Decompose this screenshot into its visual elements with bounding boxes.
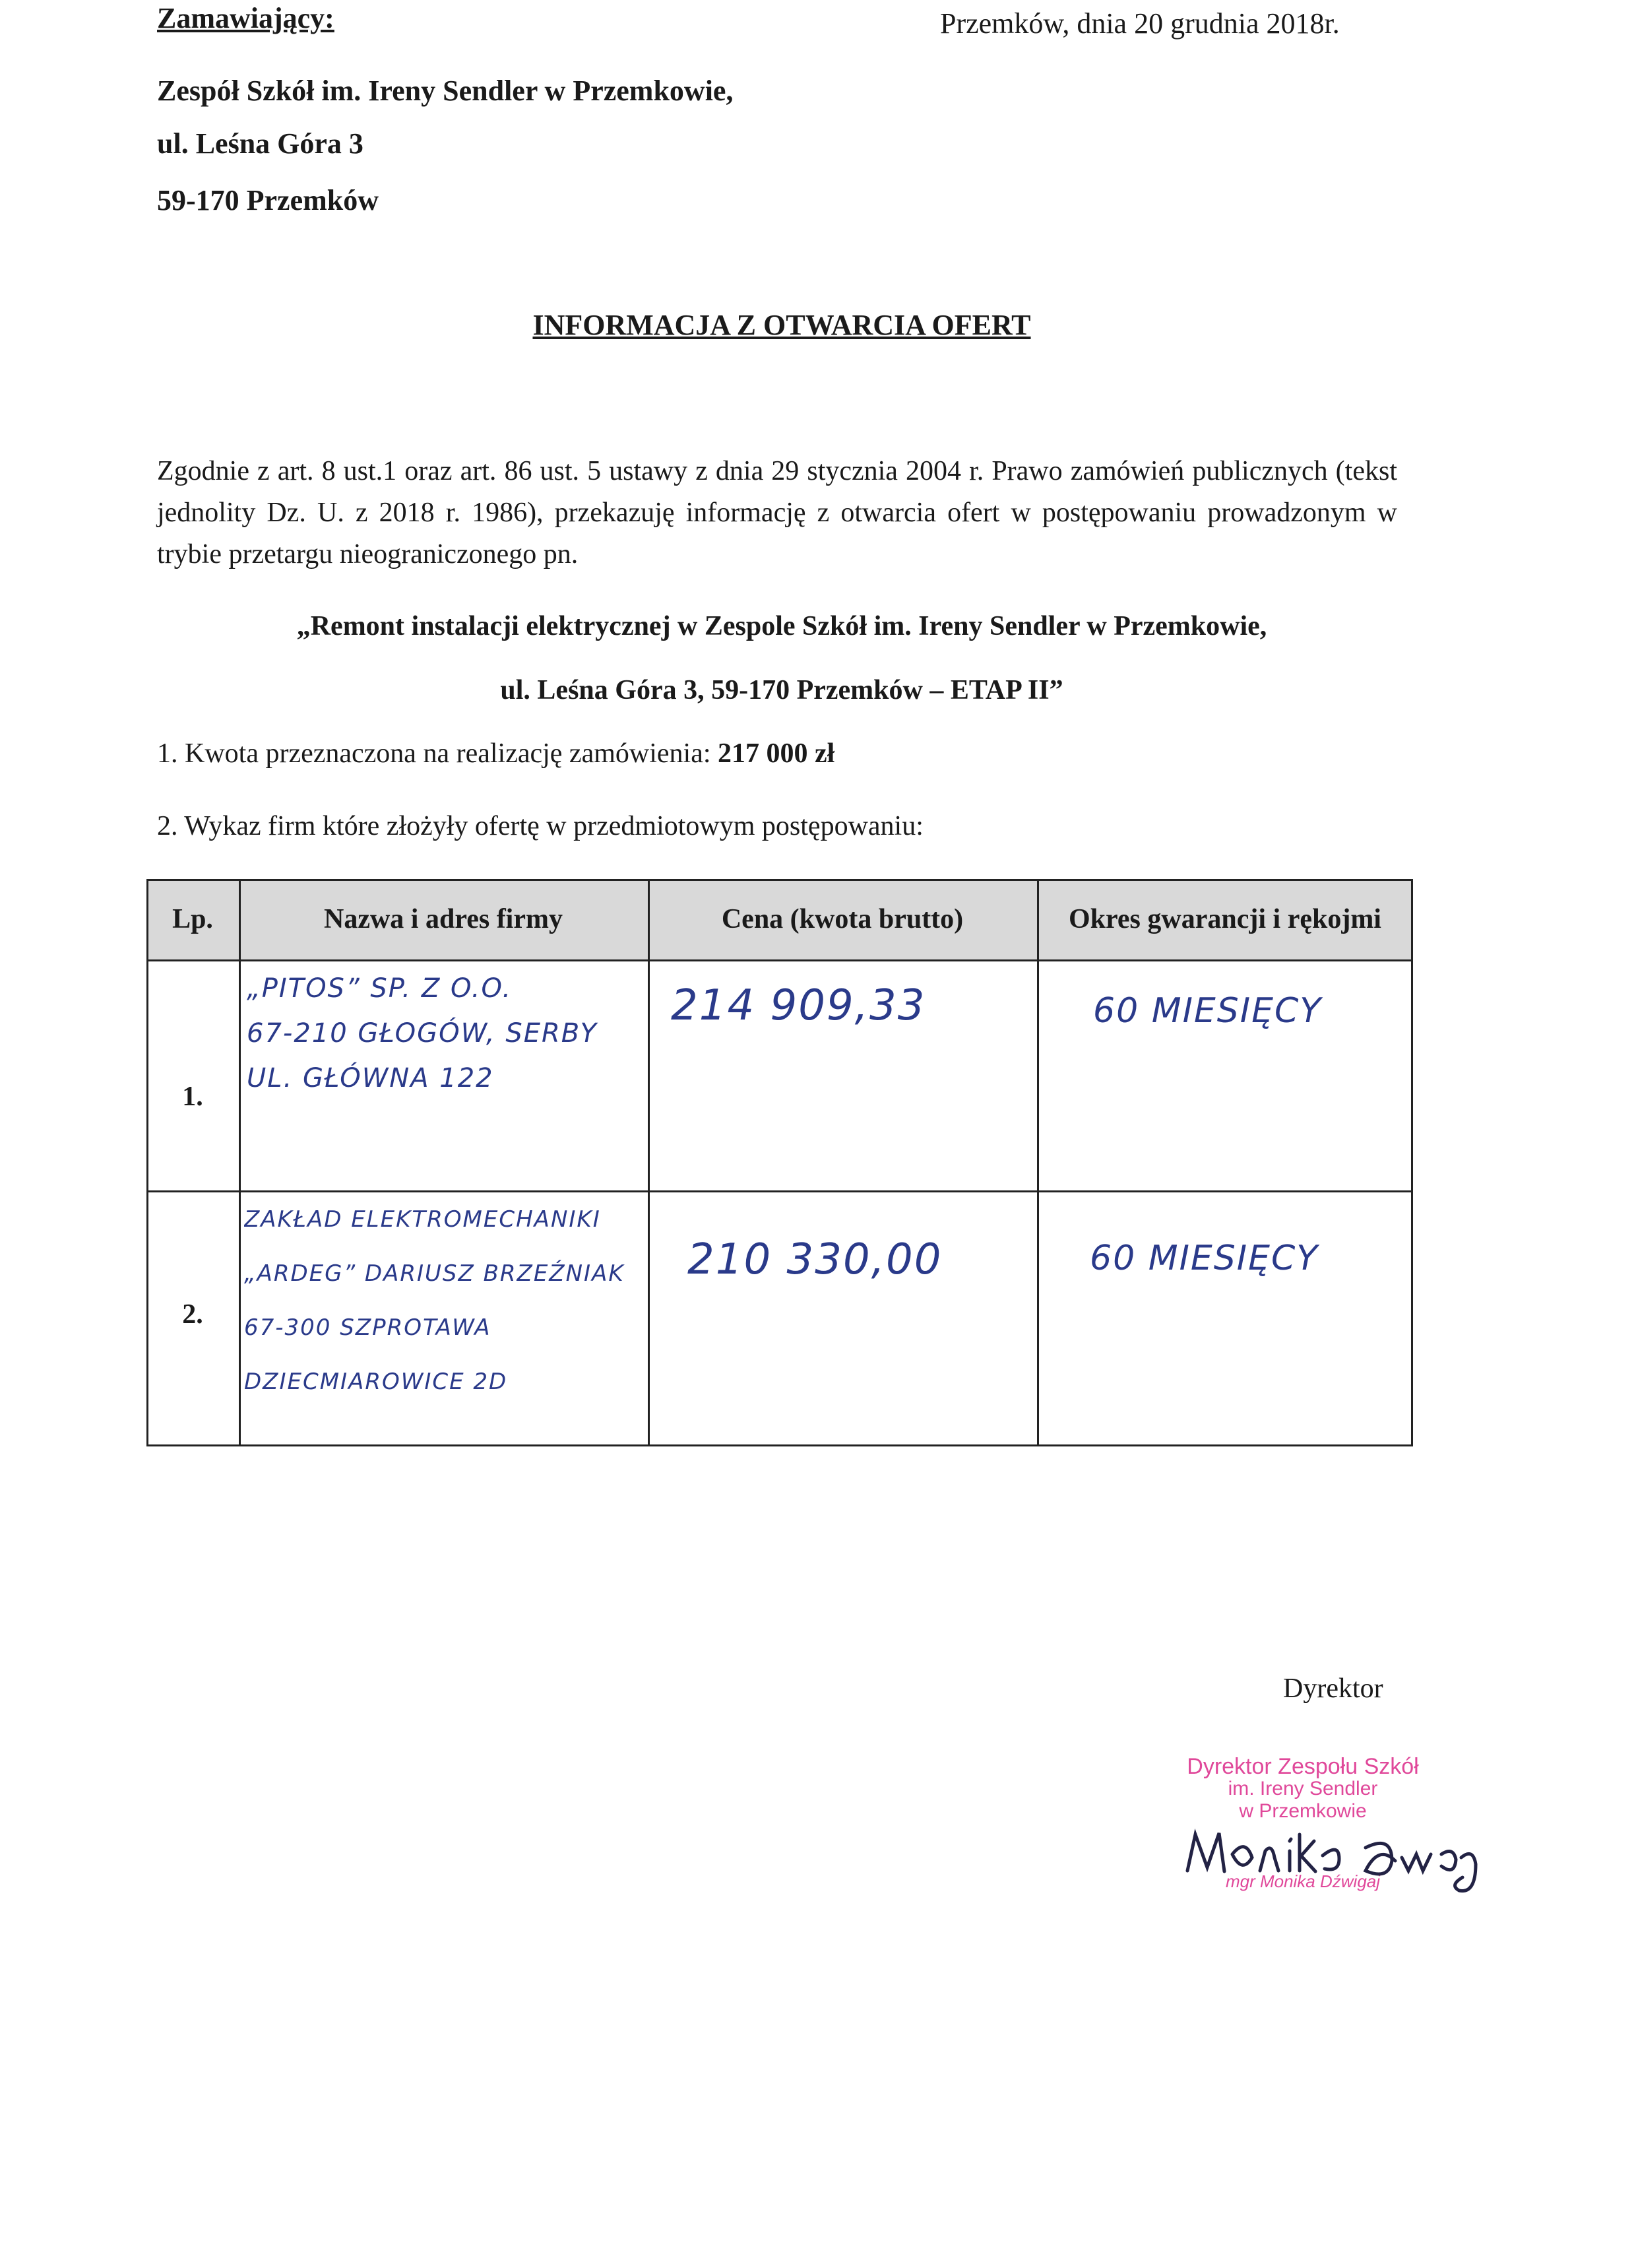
document-title: INFORMACJA Z OTWARCIA OFERT: [532, 309, 1031, 341]
buyer-city: 59-170 Przemków: [157, 184, 379, 216]
row-2-price: 210 330,00: [687, 1235, 943, 1284]
row-1-firm: [247, 966, 643, 1101]
buyer-street: ul. Leśna Góra 3: [157, 127, 363, 160]
stamp-line-4: mgr Monika Dźwigaj: [1225, 1871, 1381, 1891]
row-1-price: 214 909,33: [671, 981, 926, 1030]
budget-amount: 217 000 zł: [718, 738, 835, 769]
table-header-price: Cena (kwota brutto): [721, 904, 964, 934]
stamp-line-3: w Przemkowie: [1239, 1800, 1367, 1822]
table-border: [1037, 879, 1039, 1446]
table-header-warranty: Okres gwarancji i rękojmi: [1069, 904, 1381, 934]
row-2-lp: 2.: [182, 1299, 203, 1330]
point-budget: [157, 738, 834, 769]
point-1-number: 1.: [157, 738, 178, 769]
table-border: [146, 959, 1413, 961]
point-1-text: Kwota przeznaczona na realizację zamówienia:: [185, 738, 718, 769]
table-header-firm: Nazwa i adres firmy: [324, 904, 563, 934]
table-border: [239, 879, 241, 1446]
director-title: Dyrektor: [1283, 1673, 1383, 1704]
row-2-firm-line: DZIECMIAROWICE 2D: [244, 1369, 508, 1395]
stamp-line-2: im. Ireny Sendler: [1228, 1778, 1378, 1799]
offers-table: [146, 879, 1413, 1446]
handwritten-signature: [1181, 1808, 1511, 1900]
table-border: [648, 879, 650, 1446]
row-2-firm-line: „ARDEG” DARIUSZ BRZEŹNIAK: [244, 1260, 625, 1287]
table-border: [146, 1444, 1413, 1446]
date-line: Przemków, dnia 20 grudnia 2018r.: [940, 7, 1340, 40]
table-border: [1411, 879, 1413, 1446]
table-border: [146, 879, 148, 1446]
row-1-lp: 1.: [182, 1082, 203, 1112]
row-1-firm-line: UL. GŁÓWNA 122: [247, 1063, 494, 1093]
buyer-name: Zespół Szkół im. Ireny Sendler w Przemkowie,: [157, 75, 734, 107]
buyer-label: Zamawiający:: [157, 2, 334, 34]
row-2-firm-line: ZAKŁAD ELEKTROMECHANIKI: [244, 1206, 601, 1233]
point-2-number: 2.: [157, 811, 178, 841]
row-2-firm: [244, 1192, 645, 1409]
row-1-firm-line: „PITOS” SP. Z O.O.: [247, 973, 513, 1004]
subject-line-2: ul. Leśna Góra 3, 59-170 Przemków – ETAP II”: [500, 675, 1063, 705]
intro-paragraph: Zgodnie z art. 8 ust.1 oraz art. 86 ust. 5 ustawy z dnia 29 stycznia 2004 r. Prawo zamówień publicznych (tekst jednolity Dz. U. z 2018 r. 1986), przekazuję informację z otwarcia ofert w postępowaniu prowadzonym w trybie przetargu nieograniczonego pn.: [157, 456, 1397, 569]
row-1-warranty: 60 MIESIĘCY: [1093, 991, 1323, 1031]
row-2-firm-line: 67-300 SZPROTAWA: [244, 1314, 491, 1341]
subject-line-1: „Remont instalacji elektrycznej w Zespole Szkół im. Ireny Sendler w Przemkowie,: [296, 611, 1267, 641]
row-2-warranty: 60 MIESIĘCY: [1090, 1239, 1319, 1278]
point-offers-list: [157, 810, 924, 842]
stamp-line-1: Dyrektor Zespołu Szkół: [1187, 1754, 1419, 1779]
table-header-lp: Lp.: [172, 904, 213, 934]
row-1-firm-line: 67-210 GŁOGÓW, SERBY: [247, 1018, 598, 1049]
point-2-text: Wykaz firm które złożyły ofertę w przedmiotowym postępowaniu:: [184, 811, 924, 841]
